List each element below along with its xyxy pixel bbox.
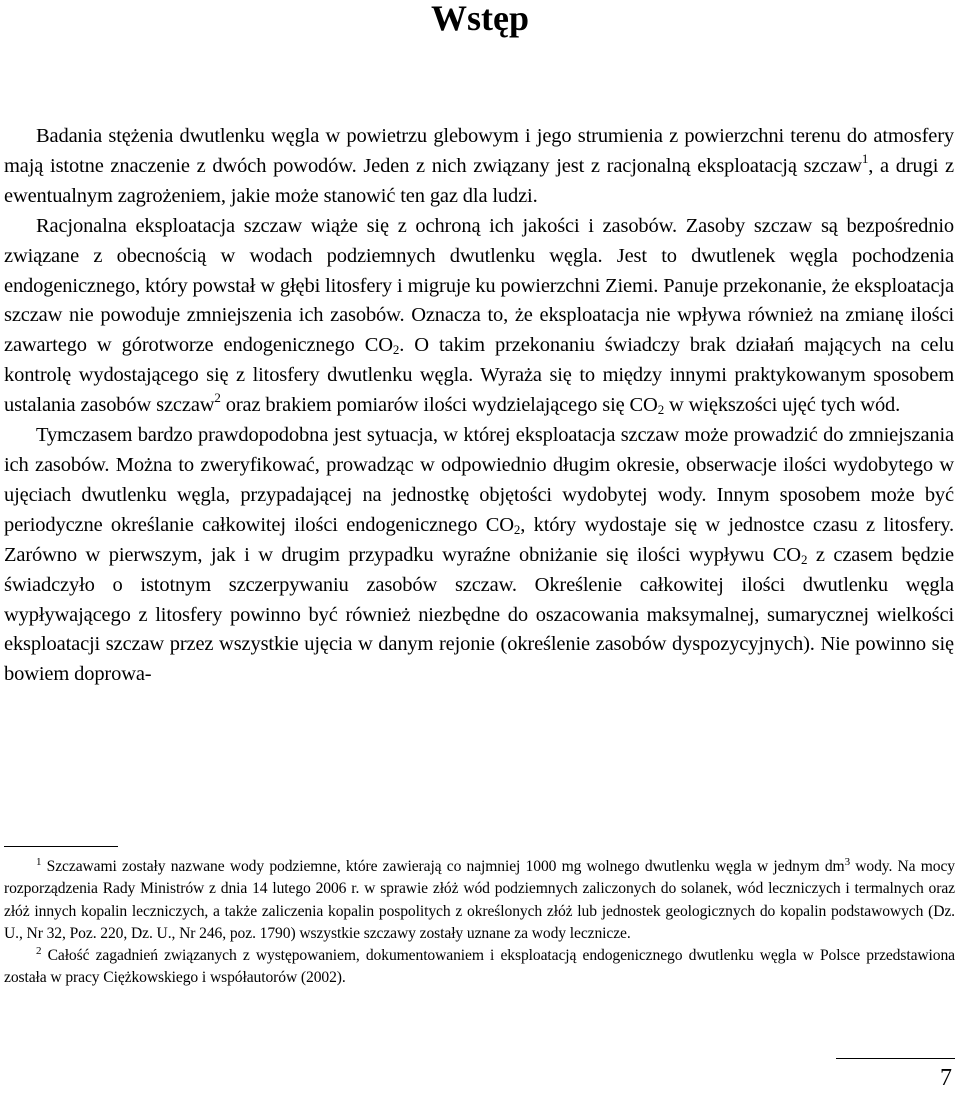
text-run: Racjonalna eksploatacja szczaw wiąże się z ochroną ich jakości i zasobów. Zasoby szczaw są bezpośrednio związane z obecnością w wodach podziemnych dwutlenku węgla. Jest to dwutlenek węgla pochodzenia endogenicznego, który powstał w głębi litosfery i migruje ku powierzchni Ziemi. Panuje przekonanie, że eksploatacja szczaw nie powoduje zmniejszenia ich zasobów. Oznacza to, że eksploatacja nie wpływa również na zmianę ilości zawartego w górotworze endogenicznego CO [4, 214, 954, 357]
subscript: 2 [513, 521, 521, 537]
subscript: 2 [657, 402, 665, 418]
text-run: z czasem będzie świadczyło o istotnym szczerpywaniu zasobów szczaw. Określenie całkowitej ilości dwutlenku węgla wypływającego z litosfery powinno być również niezbędne do oszacowania maksymalnej, sumarycznej wielkości eksploatacji szczaw przez wszystkie ujęcia w danym rejonie (określenie zasobów dyspozycyjnych). Nie powinno się bowiem doprowa- [4, 543, 955, 686]
superscript: 3 [844, 856, 850, 868]
footnote-ref-1: 1 [861, 150, 869, 166]
text-run: , a drugi z ewentualnym zagrożeniem, jakie może stanowić ten gaz dla ludzi. [4, 154, 954, 207]
subscript: 2 [800, 551, 808, 567]
text-run: Badania stężenia dwutlenku węgla w powietrzu glebowym i jego strumienia z powierzchni terenu do atmosfery mają istotne znaczenie z dwóch powodów. Jeden z nich związany jest z racjonalną eksploatacją szczaw [4, 125, 954, 177]
text-run: , który wydostaje się w jednostce czasu z litosfery. Zarówno w pierwszym, jak i w drugim przypadku wyraźne obniżanie się ilości wypływu CO [4, 513, 954, 566]
footnote-2 [4, 945, 955, 990]
paragraph-3 [4, 421, 954, 690]
subscript: 2 [392, 342, 400, 358]
footnote-text: wody. Na mocy rozporządzenia Rady Ministrów z dnia 14 lutego 2006 r. w sprawie złóż wód podziemnych zaliczonych do solanek, wód leczniczych i termalnych oraz złóż innych kopalin leczniczych, a także zaliczenia kopalin pospolitych z określonych złóż lub jednostek geologicznych do kopalin podstawowych (Dz. U., Nr 32, Poz. 220, Dz. U., Nr 246, poz. 1790) wszystkie szczawy zostały uznane za wody lecznicze. [4, 858, 955, 942]
footnote-1 [4, 856, 955, 945]
page-number: 7 [940, 1065, 952, 1091]
footnote-ref-2: 2 [214, 390, 221, 406]
paragraph-2 [4, 212, 954, 421]
footnotes [4, 856, 955, 990]
footnote-number: 2 [36, 945, 42, 958]
body-text [4, 122, 954, 690]
footnote-text: Całość zagadnień związanych z występowaniem, dokumentowaniem i eksploatacją endogenicznego dwutlenku węgla w Polsce przedstawiona została w pracy Ciężkowskiego i współautorów (2002). [4, 947, 955, 987]
footnote-number: 1 [36, 856, 42, 868]
text-run: w większości ujęć tych wód. [664, 394, 901, 417]
page-number-divider [836, 1058, 955, 1059]
footnote-divider [4, 846, 118, 847]
footnote-text: Szczawami zostały nazwane wody podziemne, które zawierają co najmniej 1000 mg wolnego dwutlenku węgla w jednym dm [41, 858, 845, 875]
text-run: oraz brakiem pomiarów ilości wydzielającego się CO [220, 394, 658, 417]
paragraph-1 [4, 122, 954, 212]
page-title: Wstęp [431, 0, 529, 38]
text-run: . O takim przekonaniu świadczy brak działań mających na celu kontrolę wydostającego się z litosfery dwutlenku węgla. Wyraża się to między innymi praktykowanym sposobem ustalania zasobów szczaw [4, 334, 954, 417]
text-run: Tymczasem bardzo prawdopodobna jest sytuacja, w której eksploatacja szczaw może prowadzić do zmniejszania ich zasobów. Można to zweryfikować, prowadząc w odpowiednio długim okresie, obserwacje ilości wydobytego w ujęciach dwutlenku węgla, przypadającej na jednostkę objętości wydobytej wody. Innym sposobem może być periodyczne określanie całkowitej ilości endogenicznego CO [4, 424, 954, 536]
